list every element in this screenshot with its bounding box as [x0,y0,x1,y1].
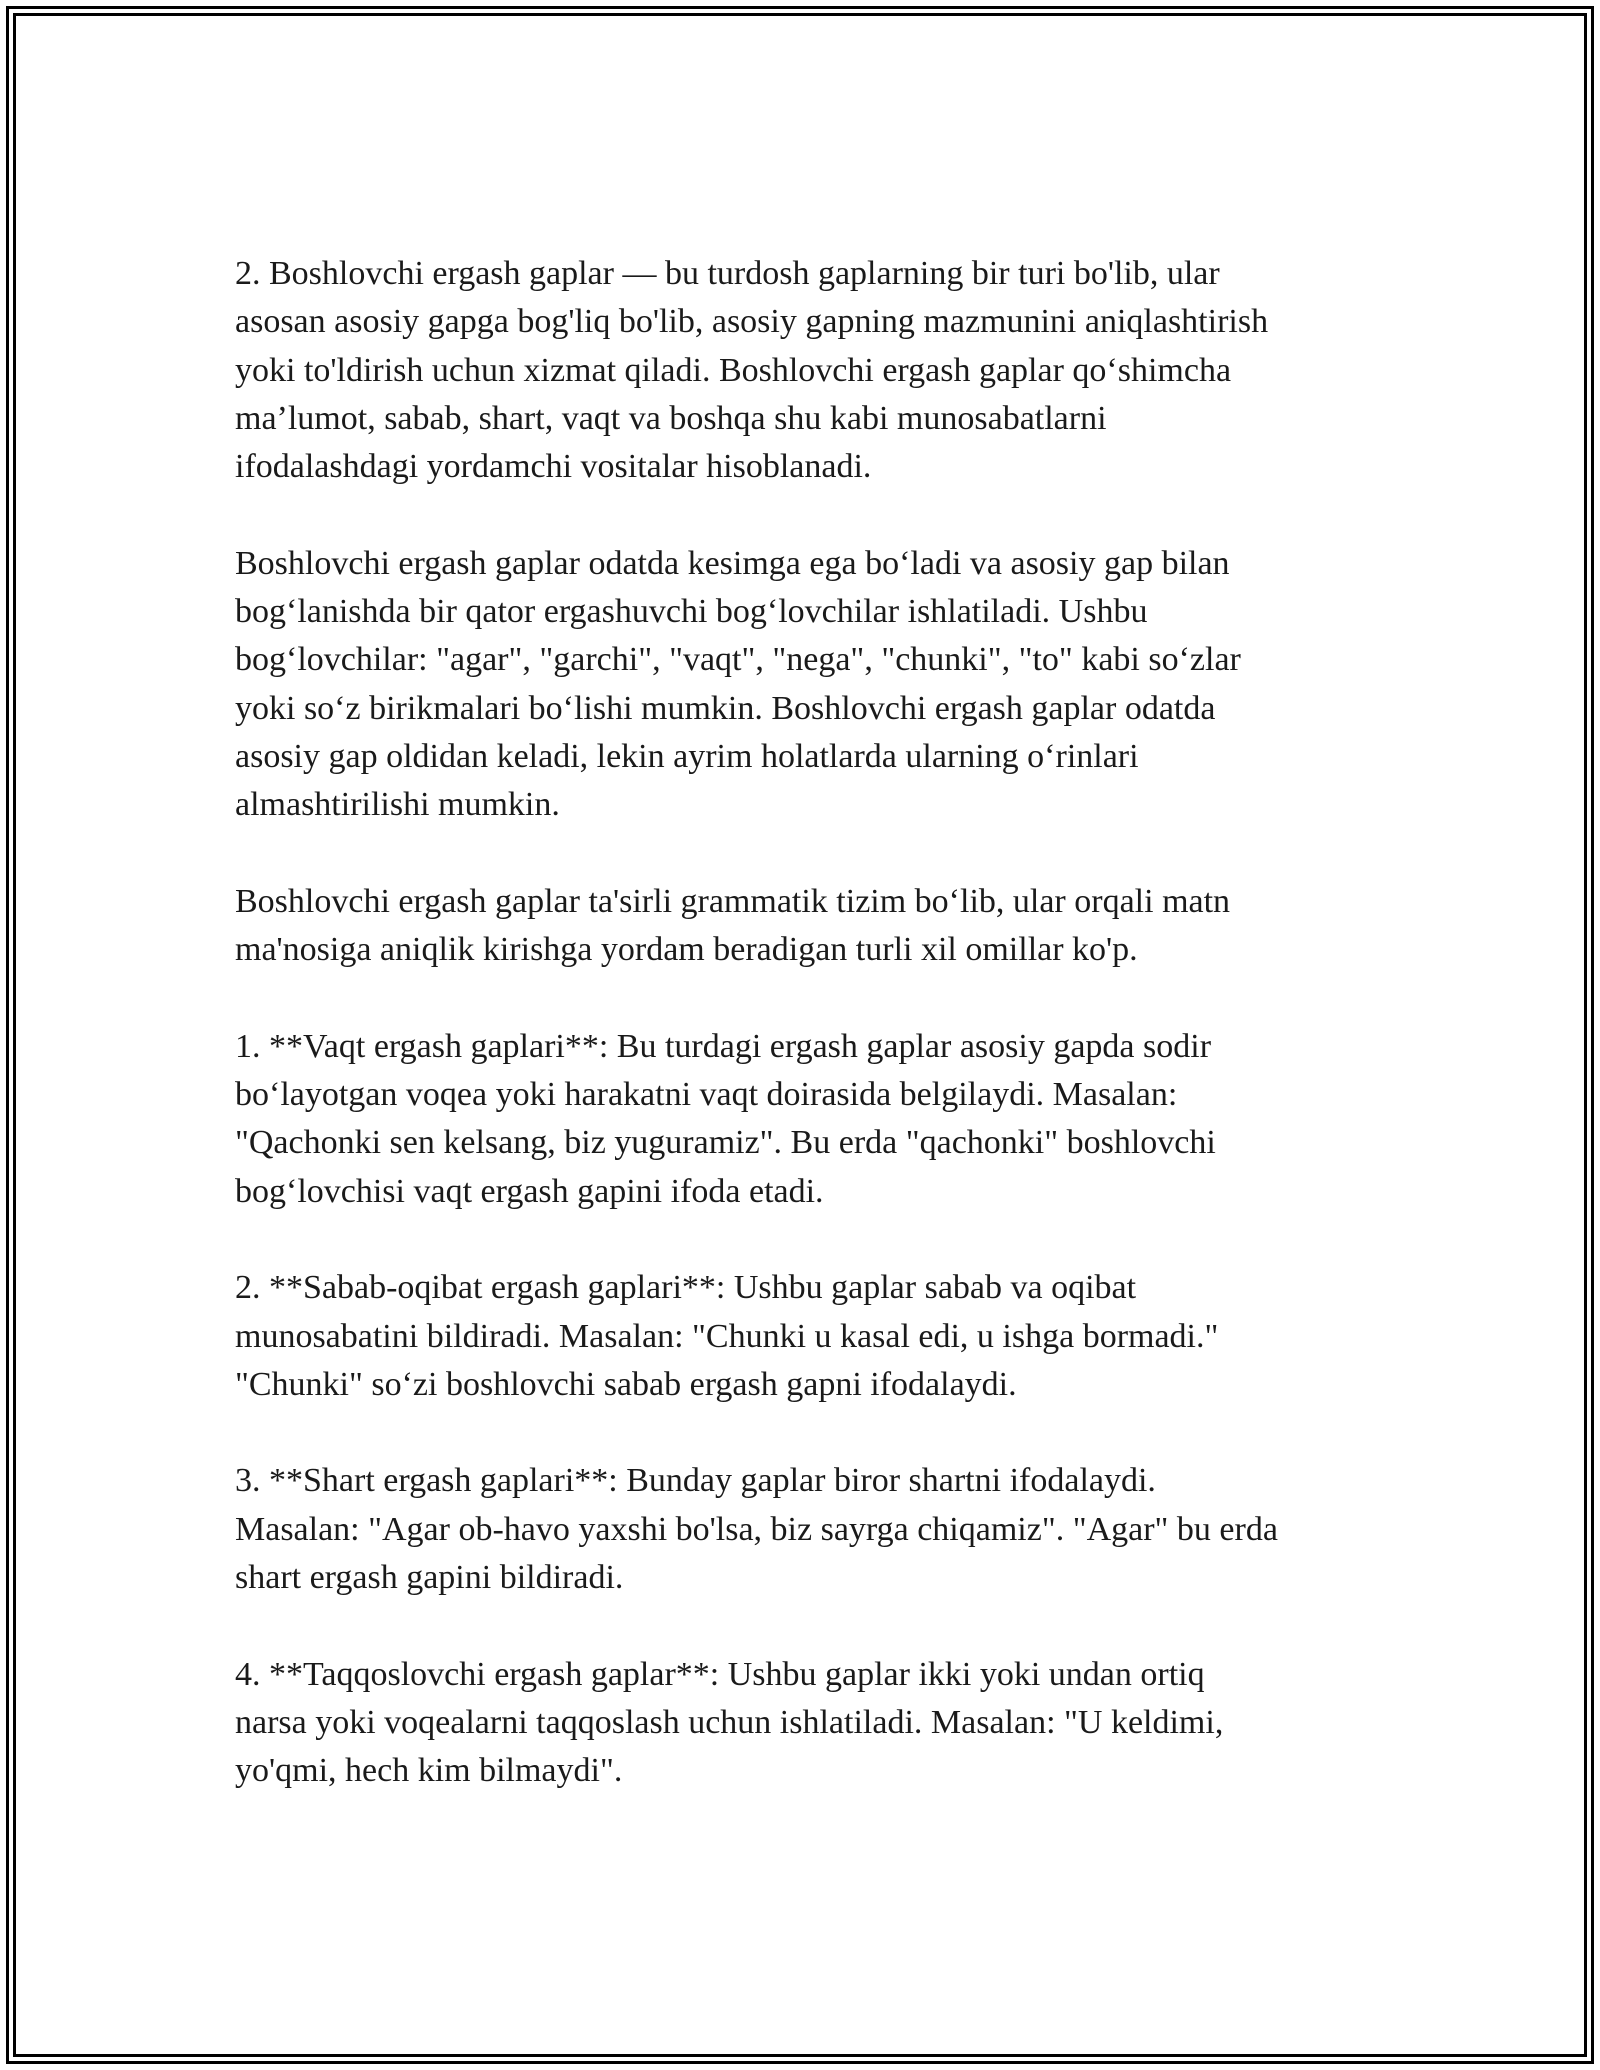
paragraph-cause-effect-clauses: 2. **Sabab-oqibat ergash gaplari**: Ushbu gaplar sabab va oqibat munosabatini bildiradi. Masalan: "Chunki u kasal edi, u ishga bormadi." "Chunki" so‘zi boshlovchi sabab ergash gapni ifodalaydi. [235,1269,1219,1403]
paragraph-time-clauses: 1. **Vaqt ergash gaplari**: Bu turdagi ergash gaplar asosiy gapda sodir bo‘layotgan voqea yoki harakatni vaqt doirasida belgilaydi. Masalan: "Qachonki sen kelsang, biz yuguramiz". Bu erda "qachonki" boshlovchi bog‘lovchisi vaqt ergash gapini ifoda etadi. [235,1027,1216,1210]
paragraph-grammar-system: Boshlovchi ergash gaplar ta'sirli grammatik tizim bo‘lib, ular orqali matn ma'nosiga aniqlik kirishga yordam beradigan turli xil omillar ko'p. [235,882,1231,969]
paragraph-condition-clauses: 3. **Shart ergash gaplari**: Bunday gaplar biror shartni ifodalaydi. Masalan: "Agar ob-havo yaxshi bo'lsa, biz sayrga chiqamiz". "Agar" bu erda shart ergash gapini bildiradi. [235,1462,1278,1597]
paragraph-conjunctions: Boshlovchi ergash gaplar odatda kesimga ega bo‘ladi va asosiy gap bilan bog‘lanishda bir qator ergashuvchi bog‘lovchilar ishlatiladi. Ushbu bog‘lovchilar: "agar", "garchi", "vaqt", "nega", "chunki", "to" kabi so‘zlar yoki so‘z birikmalari bo‘lishi mumkin. Boshlovchi ergash gaplar odatda asosiy gap oldidan keladi, lekin ayrim holatlarda ularning o‘rinlari almashtirilishi mumkin. [235,544,1241,824]
paragraph-intro: 2. Boshlovchi ergash gaplar — bu turdosh gaplarning bir turi bo'lib, ular asosan asosiy gapga bog'liq bo'lib, asosiy gapning mazmunini aniqlashtirish yoki to'ldirish uchun xizmat qiladi. Boshlovchi ergash gaplar qo‘shimcha ma’lumot, sabab, shart, vaqt va boshqa shu kabi munosabatlarni ifodalashdagi yordamchi vositalar hisoblanadi. [235,255,1269,486]
document-body [235,250,1375,1796]
paragraph-comparison-clauses: 4. **Taqqoslovchi ergash gaplar**: Ushbu gaplar ikki yoki undan ortiq narsa yoki voqealarni taqqoslash uchun ishlatiladi. Masalan: "U keldimi, yo'qmi, hech kim bilmaydi". [235,1655,1224,1790]
